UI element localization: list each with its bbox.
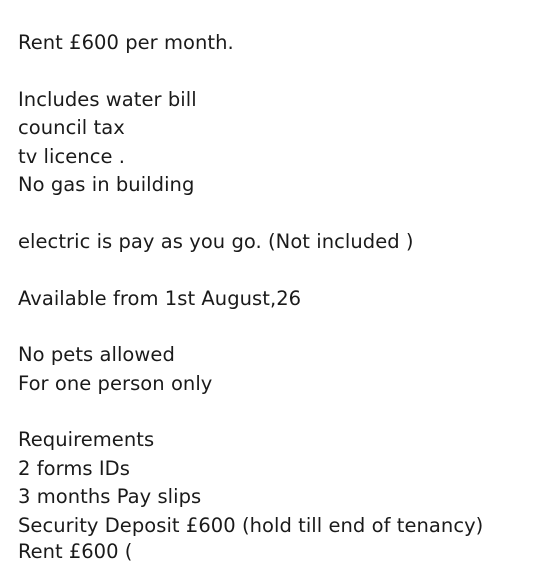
blank-line bbox=[18, 398, 538, 426]
forms-ids-line: 2 forms IDs bbox=[18, 456, 130, 480]
no-pets-line: No pets allowed bbox=[18, 343, 175, 367]
one-person-line: For one person only bbox=[18, 371, 213, 395]
blank-line bbox=[18, 313, 538, 341]
rent-line: Rent £600 per month. bbox=[18, 31, 234, 54]
blank-line bbox=[18, 199, 538, 227]
electric-line: electric is pay as you go. (Not included ) bbox=[18, 229, 414, 253]
blank-line bbox=[18, 256, 538, 284]
blank-line bbox=[18, 57, 538, 85]
pay-slips-line: 3 months Pay slips bbox=[18, 485, 202, 509]
includes-water-bill-line: Includes water bill bbox=[18, 87, 197, 111]
security-deposit-line: Security Deposit £600 (hold till end of tenancy) bbox=[18, 513, 484, 537]
no-gas-line: No gas in building bbox=[18, 172, 195, 196]
note-body[interactable] bbox=[18, 29, 538, 540]
bottom-cutoff-text: Rent £600 ( bbox=[18, 540, 133, 563]
requirements-heading: Requirements bbox=[18, 428, 155, 452]
tv-licence-line: tv licence . bbox=[18, 144, 126, 168]
availability-line: Available from 1st August,26 bbox=[18, 286, 302, 310]
council-tax-line: council tax bbox=[18, 116, 125, 140]
